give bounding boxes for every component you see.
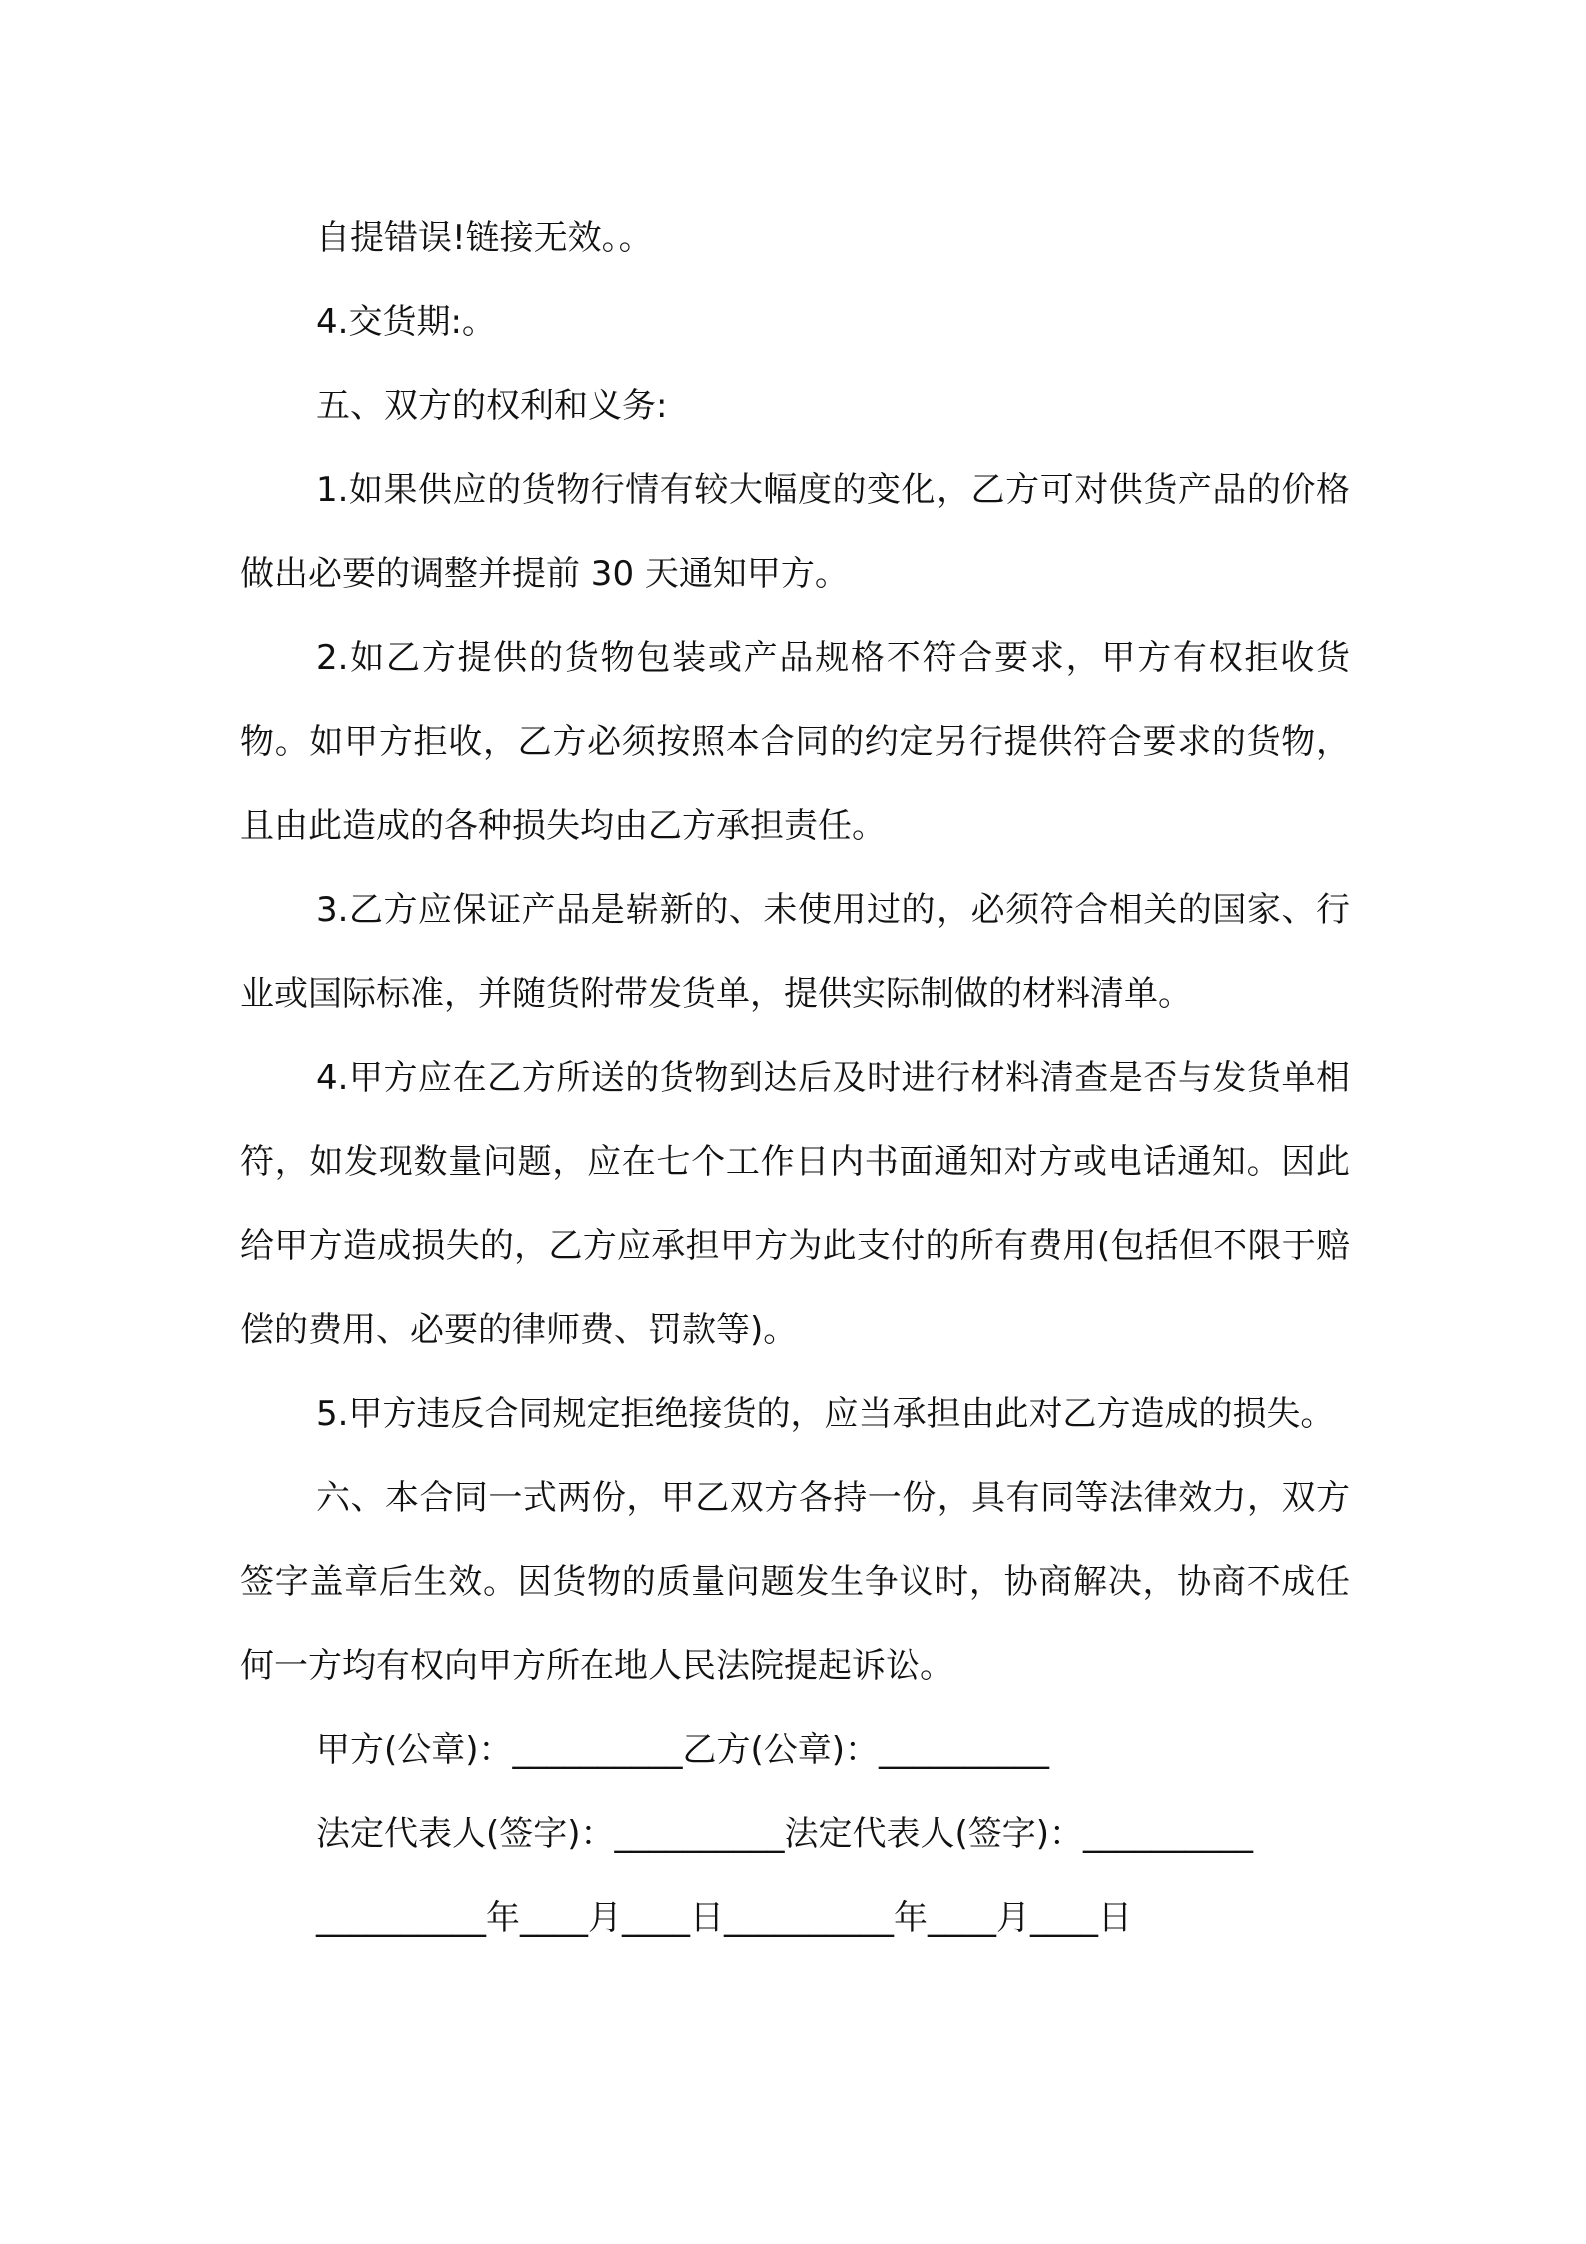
signature-representative-line: 法定代表人(签字)：__________法定代表人(签字)：__________ bbox=[316, 1814, 1254, 1854]
signature-seal-line: 甲方(公章)：__________乙方(公章)：__________ bbox=[316, 1730, 1050, 1770]
clause-1-price-adjustment: 1.如果供应的货物行情有较大幅度的变化，乙方可对供货产品的价格做出必要的调整并提前 30 天通知甲方。 bbox=[240, 470, 1350, 594]
clause-3-product-standards: 3.乙方应保证产品是崭新的、未使用过的，必须符合相关的国家、行业或国际标准，并随货附带发货单，提供实际制做的材料清单。 bbox=[240, 890, 1350, 1014]
section-six-copies: 六、本合同一式两份，甲乙双方各持一份，具有同等法律效力，双方签字盖章后生效。因货物的质量问题发生争议时，协商解决，协商不成任何一方均有权向甲方所在地人民法院提起诉讼。 bbox=[240, 1478, 1350, 1686]
document-body bbox=[240, 196, 1350, 1960]
paragraph-pickup-error: 自提错误!链接无效。。 bbox=[316, 218, 653, 258]
signature-date-line: __________年____月____日__________年____月____日 bbox=[316, 1898, 1132, 1938]
clause-5-refusal-liability: 5.甲方违反合同规定拒绝接货的，应当承担由此对乙方造成的损失。 bbox=[316, 1394, 1335, 1434]
clause-4-inspection: 4.甲方应在乙方所送的货物到达后及时进行材料清查是否与发货单相符，如发现数量问题，应在七个工作日内书面通知对方或电话通知。因此给甲方造成损失的，乙方应承担甲方为此支付的所有费用(包括但不限于赔偿的费用、必要的律师费、罚款等)。 bbox=[240, 1058, 1350, 1350]
section-heading-rights-obligations: 五、双方的权利和义务: bbox=[316, 386, 668, 426]
clause-2-rejection: 2.如乙方提供的货物包装或产品规格不符合要求，甲方有权拒收货物。如甲方拒收，乙方必须按照本合同的约定另行提供符合要求的货物，且由此造成的各种损失均由乙方承担责任。 bbox=[240, 638, 1350, 846]
paragraph-delivery-date: 4.交货期:。 bbox=[316, 302, 496, 342]
